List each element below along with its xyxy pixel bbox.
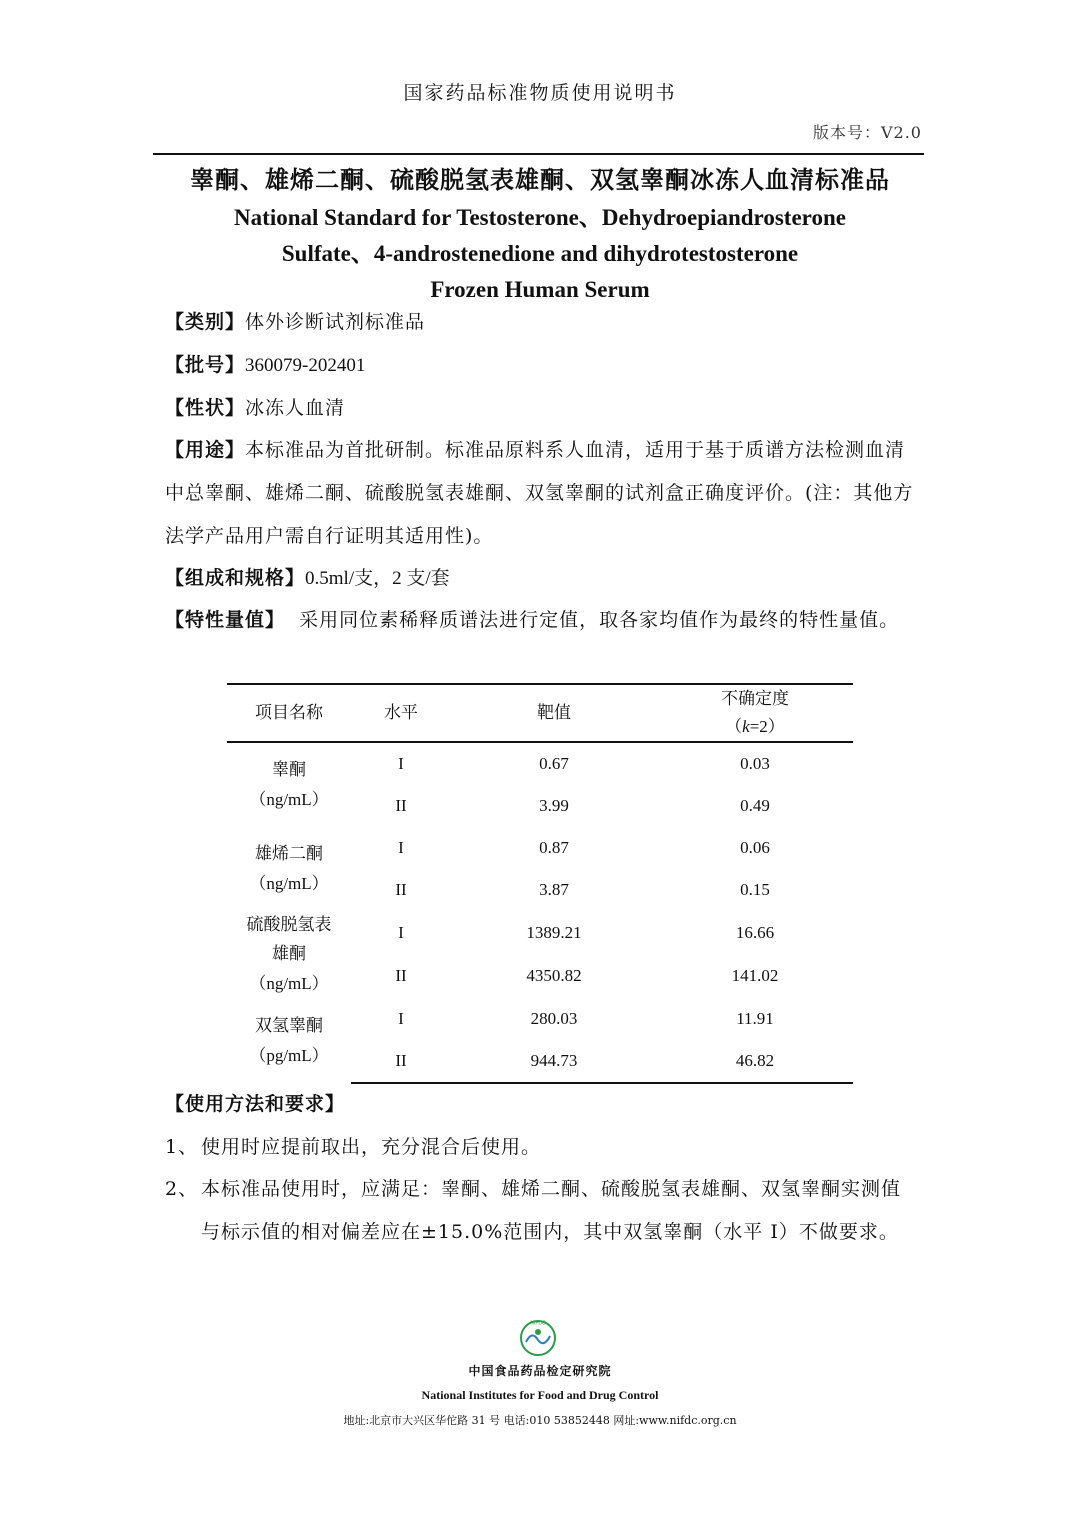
uncertainty-label: 不确定度 [721, 689, 789, 709]
footer-organization-en: National Institutes for Food and Drug Control [421, 1388, 659, 1402]
field-composition [165, 557, 920, 600]
uncertainty-coverage [657, 713, 853, 741]
analyte-unit: （pg/mL） [249, 1045, 329, 1065]
field-characteristic-value: 采用同位素稀释质谱法进行定值，取各家均值作为最终的特性量值。 [299, 609, 900, 631]
field-batch-label: 【批号】 [165, 354, 246, 376]
instruction-text: 本标准品使用时，应满足：睾酮、雄烯二酮、硫酸脱氢表雄酮、双氢睾酮实测值与标示值的相对偏差应在±15.0%范围内，其中双氢睾酮（水平 I）不做要求。 [201, 1178, 902, 1243]
col-header-level: 水平 [351, 684, 451, 742]
uncertainty-cell: 46.82 [657, 1040, 853, 1083]
field-property-label: 【性状】 [165, 397, 246, 419]
title-chinese: 睾酮、雄烯二酮、硫酸脱氢表雄酮、双氢睾酮冰冻人血清标准品 [190, 165, 890, 194]
level-cell: I [398, 838, 404, 857]
analyte-name-line: 睾酮 [272, 760, 306, 780]
nifdc-logo-icon [518, 1318, 558, 1358]
version-number: 版本号：V2.0 [812, 123, 922, 142]
level-cell: II [395, 796, 407, 815]
col-header-uncertainty [657, 684, 853, 742]
value-cell: 944.73 [451, 1040, 657, 1083]
table-row [227, 742, 853, 785]
document-type-header: 国家药品标准物质使用说明书 [403, 82, 677, 104]
field-usage-label: 【用途】 [165, 439, 246, 461]
title-english-line-1: National Standard for Testosterone、Dehydroepiandrosterone [234, 205, 846, 230]
coverage-factor-value: =2） [749, 717, 785, 736]
field-category-label: 【类别】 [165, 311, 246, 333]
uncertainty-cell: 11.91 [736, 1009, 774, 1028]
value-cell: 4350.82 [526, 966, 582, 986]
table-row [227, 998, 853, 1040]
analyte-unit: （ng/mL） [249, 874, 329, 893]
table-header-row [227, 684, 853, 742]
col-header-name: 项目名称 [227, 684, 351, 742]
field-category [165, 301, 920, 344]
field-property-value: 冰冻人血清 [245, 397, 346, 419]
value-cell: 3.99 [539, 796, 569, 815]
instruction-item [165, 1126, 920, 1169]
level-cell: I [398, 1009, 404, 1028]
uncertainty-cell: 0.15 [740, 880, 770, 899]
analyte-name-androstenedione [227, 827, 351, 911]
logo-wave [526, 1335, 550, 1343]
instructions-heading: 【使用方法和要求】 [165, 1093, 346, 1115]
instruction-text: 使用时应提前取出，充分混合后使用。 [201, 1136, 542, 1158]
analyte-name-line: 硫酸脱氢表 [246, 915, 332, 935]
analyte-name-dht [227, 998, 351, 1083]
coverage-factor-k: k [742, 717, 750, 736]
level-cell: II [395, 880, 407, 899]
uncertainty-cell: 0.03 [740, 754, 770, 773]
instruction-item [165, 1168, 920, 1243]
characteristic-values-table [227, 683, 853, 1084]
field-usage [165, 429, 920, 558]
field-usage-value: 本标准品为首批研制。标准品原料系人血清，适用于基于质谱方法检测血清中总睾酮、雄烯二酮、硫酸脱氢表雄酮、双氢睾酮的试剂盒正确度评价。(注：其他方法学产品用户需自行证明其适用性)。 [165, 439, 914, 547]
analyte-name-testosterone [227, 742, 351, 827]
analyte-unit: （ng/mL） [249, 974, 329, 993]
field-batch [165, 344, 920, 387]
logo-text: NIFDC [530, 1320, 546, 1327]
logo-dot [535, 1329, 541, 1335]
title-english [0, 200, 1080, 308]
field-characteristic-label: 【特性量值】 [165, 609, 286, 631]
analyte-name-line: 双氢睾酮 [255, 1015, 323, 1036]
table-row [227, 827, 853, 869]
instruction-index: 2、 [165, 1178, 199, 1200]
field-composition-value: 0.5ml/支，2 支/套 [305, 568, 450, 589]
title-english-line-3: Frozen Human Serum [430, 277, 650, 302]
level-cell: II [351, 1040, 451, 1083]
field-composition-label: 【组成和规格】 [165, 567, 306, 589]
field-property [165, 387, 920, 430]
footer-organization-zh: 中国食品药品检定研究院 [468, 1364, 612, 1378]
field-batch-value: 360079-202401 [245, 355, 366, 376]
field-category-value: 体外诊断试剂标准品 [245, 311, 426, 333]
header-rule [153, 153, 924, 155]
uncertainty-cell: 141.02 [731, 966, 779, 986]
title-english-line-2: Sulfate、4-androstenedione and dihydrotestosterone [281, 241, 799, 266]
analyte-name-dheas [227, 911, 351, 998]
level-cell: I [398, 922, 404, 942]
uncertainty-cell: 0.49 [740, 796, 770, 815]
uncertainty-paren-open: （ [725, 717, 743, 737]
level-cell: II [395, 966, 407, 986]
analyte-unit: （ng/mL） [249, 790, 329, 809]
footer-address: 地址:北京市大兴区华佗路 31 号 电话:010 53852448 网址:www.nifdc.org.cn [343, 1414, 737, 1427]
value-cell: 1389.21 [526, 922, 582, 942]
uncertainty-cell: 0.06 [740, 838, 770, 857]
value-cell: 280.03 [530, 1009, 578, 1028]
value-cell: 3.87 [539, 880, 569, 899]
instruction-index: 1、 [165, 1136, 199, 1158]
field-characteristic [165, 599, 920, 642]
uncertainty-cell: 16.66 [735, 922, 775, 942]
analyte-name-line: 雄酮 [272, 944, 306, 964]
table-row [227, 911, 853, 955]
col-header-value: 靶值 [451, 684, 657, 742]
value-cell: 0.67 [539, 754, 569, 773]
analyte-name-line: 雄烯二酮 [255, 844, 323, 864]
value-cell: 0.87 [539, 838, 569, 857]
level-cell: I [398, 754, 404, 773]
